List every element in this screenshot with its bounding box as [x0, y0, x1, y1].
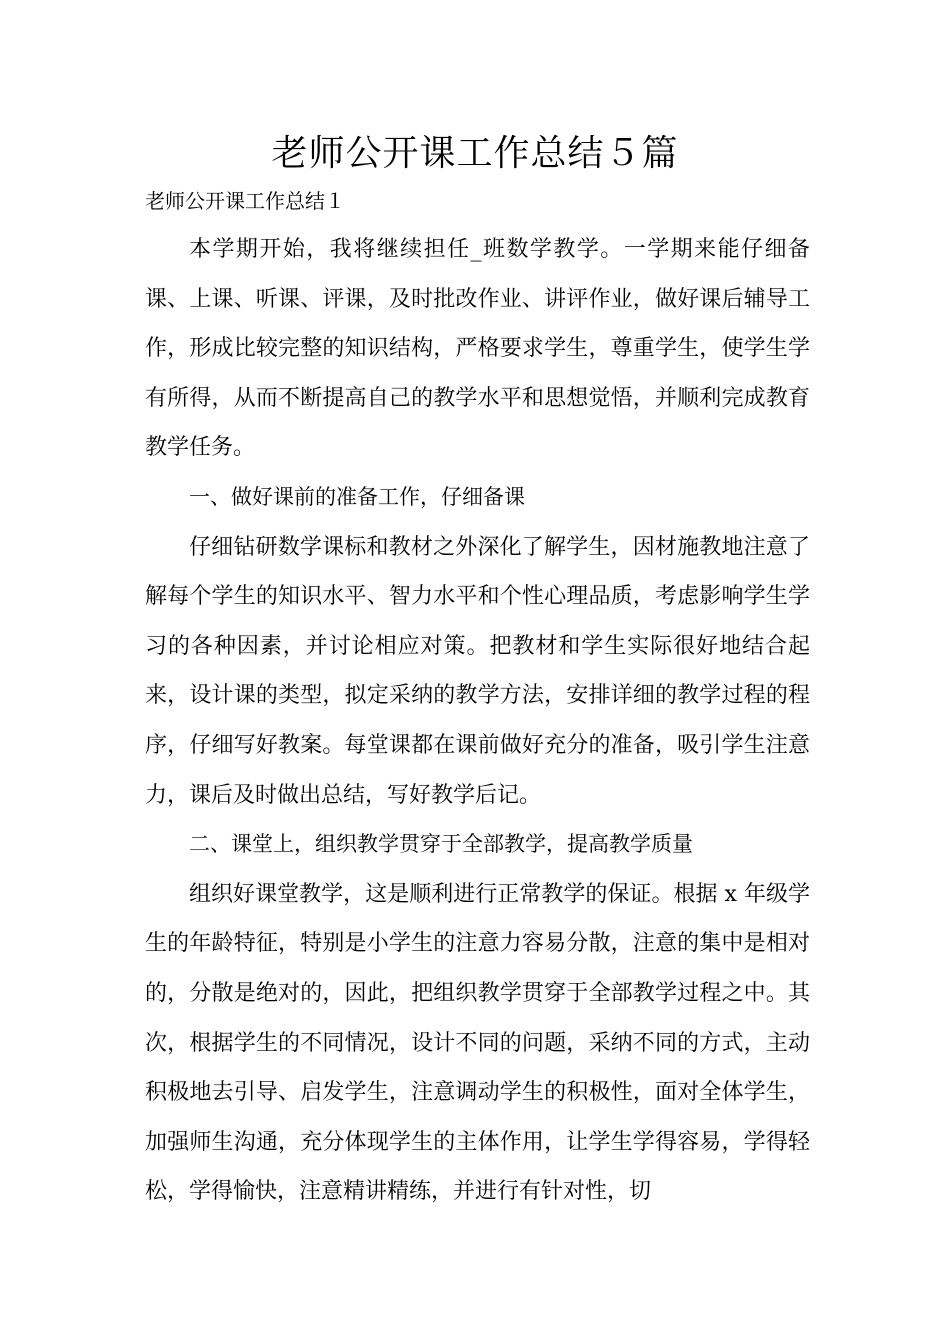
paragraph-preparation: 仔细钻研数学课标和教材之外深化了解学生，因材施教地注意了解每个学生的知识水平、智力水平和个性心理品质，考虑影响学生学习的各种因素，并讨论相应对策。把教材和学生实际很好地结合起来，设计课的类型，拟定采纳的教学方法，安排详细的教学过程的程序，仔细写好教案。每堂课都在课前做好充分的准备，吸引学生注意力，课后及时做出总结，写好教学后记。: [145, 534, 810, 808]
document-title: 老师公开课工作总结５篇: [271, 133, 679, 174]
document-body: [145, 225, 810, 1217]
paragraph-classroom: 组织好课堂教学，这是顺利进行正常教学的保证。根据 x 年级学生的年龄特征，特别是小学生的注意力容易分散，注意的集中是相对的，分散是绝对的，因此，把组织教学贯穿于全部教学过程之中。其次，根据学生的不同情况，设计不同的问题，采纳不同的方式，主动积极地去引导、启发学生，注意调动学生的积极性，面对全体学生，加强师生沟通，充分体现学生的主体作用，让学生学得容易，学得轻松，学得愉快，注意精讲精练，并进行有针对性，切: [145, 881, 810, 1205]
section-heading-2: 二、课堂上，组织教学贯穿于全部教学，提高教学质量: [189, 832, 693, 857]
paragraph-intro: 本学期开始，我将继续担任_班数学教学。一学期来能仔细备课、上课、听课、评课，及时批改作业、讲评作业，做好课后辅导工作，形成比较完整的知识结构，严格要求学生，尊重学生，使学生学有所得，从而不断提高自己的教学水平和思想觉悟，并顺利完成教育教学任务。: [145, 237, 810, 461]
section-title: 老师公开课工作总结１: [145, 189, 345, 213]
section-heading-1: 一、做好课前的准备工作，仔细备课: [189, 484, 525, 509]
